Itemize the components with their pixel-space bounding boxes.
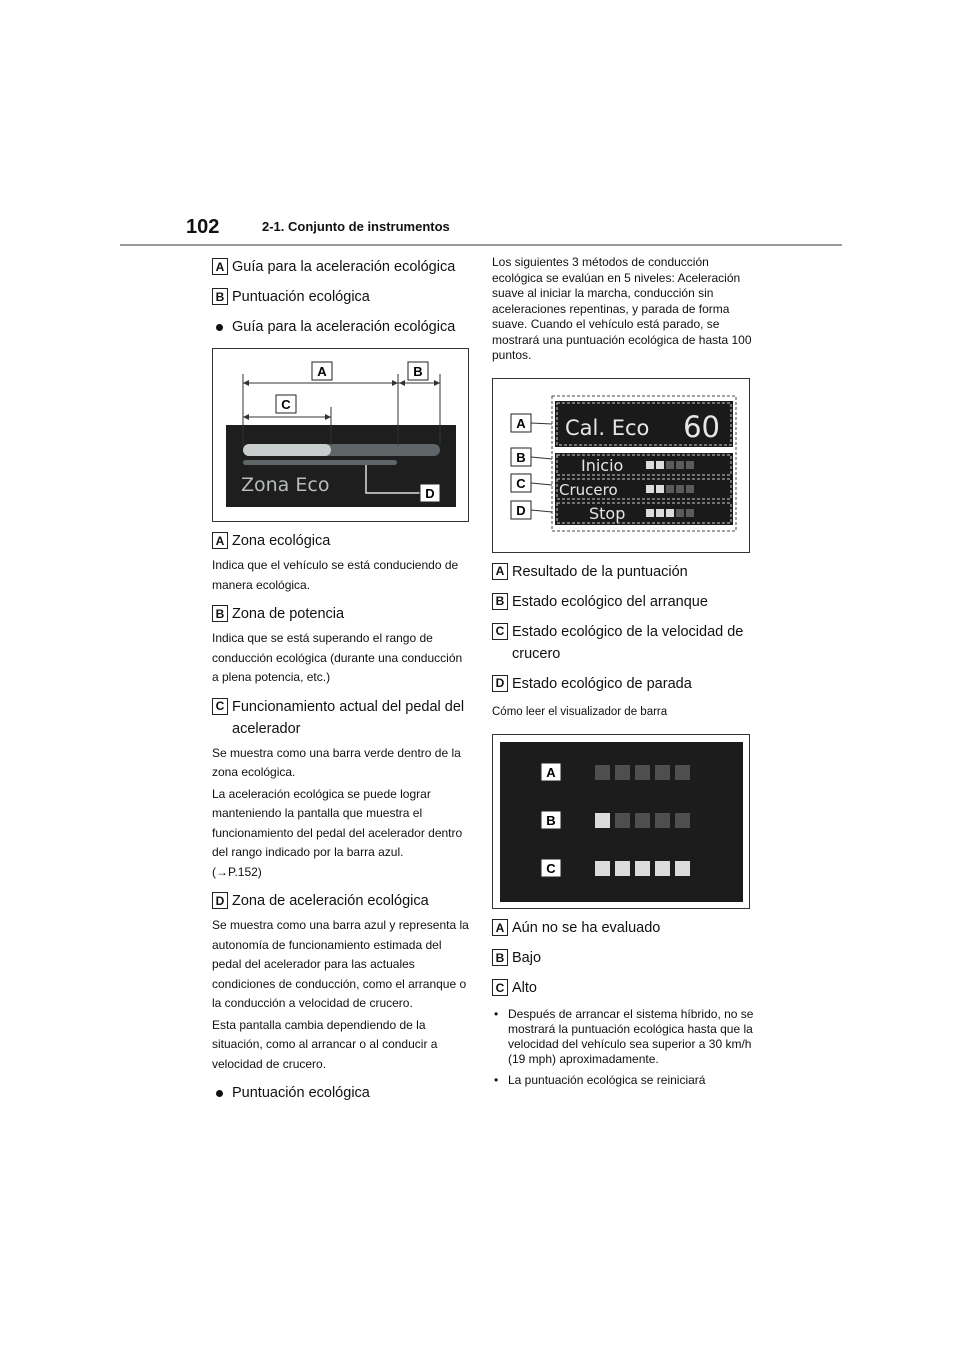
score-row-label: Crucero [559, 480, 618, 499]
label-c: C [546, 861, 556, 876]
key-badge: C [492, 623, 508, 640]
zone-eco-text: Zona Eco [241, 474, 330, 496]
bar-square [615, 861, 630, 876]
arrow-head-icon [325, 414, 331, 420]
leader-line [531, 457, 552, 459]
item-a-title [212, 530, 470, 552]
intro-item-a [212, 256, 470, 278]
item-c-title [212, 696, 470, 740]
right-column [492, 255, 754, 1094]
paragraph-eco: La aceleración ecológica se puede lograr manteniendo la pantalla que muestra el funcionamiento del pedal del acelerador dentro del rango indicado por la barra azul. [212, 786, 463, 859]
arrow-head-icon [243, 380, 249, 386]
item-title: Estado ecológico de la velocidad de crucero [512, 623, 744, 662]
score-row-label: Inicio [581, 455, 624, 475]
bar-square [655, 765, 670, 780]
item-title: Funcionamiento actual del pedal del acelerador [232, 698, 465, 737]
note-item [492, 1073, 754, 1088]
label-d: D [425, 486, 435, 501]
label-b: B [546, 813, 556, 828]
bullet-score [212, 1082, 470, 1104]
score-square [656, 461, 664, 469]
label-a: A [317, 364, 327, 379]
level-title: Alto [512, 980, 537, 996]
score-square [676, 509, 684, 517]
notes-list [492, 1007, 754, 1088]
right-item [492, 673, 754, 695]
bar-square [615, 765, 630, 780]
right-items [492, 561, 754, 695]
right-item [492, 591, 754, 613]
label-d: D [516, 502, 526, 518]
bar-square [635, 861, 650, 876]
label-b: B [413, 364, 423, 379]
bar-display-svg [493, 735, 749, 908]
label-c: C [516, 475, 526, 491]
bar-square [595, 861, 610, 876]
leader-line [531, 483, 552, 485]
level-title: Aún no se ha evaluado [512, 920, 661, 936]
item-desc: Indica que el vehículo se está conduciendo de manera ecológica. [212, 558, 459, 592]
eco-guide-figure [212, 348, 469, 522]
score-square [686, 461, 694, 469]
arrow-head-icon [434, 380, 440, 386]
label-c: C [281, 397, 291, 412]
eco-score-value: 60 [683, 409, 720, 444]
bar-square [635, 765, 650, 780]
right-item [492, 561, 754, 583]
eco-accel-bar [243, 460, 397, 465]
score-row-bg [555, 501, 733, 525]
item-title: Estado ecológico de parada [512, 675, 692, 692]
bullet-score-text: Puntuación ecológica [232, 1085, 370, 1101]
key-badge: A [492, 563, 508, 580]
note-text: Después de arrancar el sistema híbrido, no se mostrará la puntuación ecológica hasta que la velocidad del vehículo sea superior a 30 km/h (19 mph) aproximadamente. [508, 1007, 754, 1066]
eco-title-text: Cal. Eco [565, 415, 650, 440]
level-item [492, 977, 754, 999]
bullet-dot-icon [216, 1090, 223, 1097]
intro-item-text: Puntuación ecológica [232, 289, 370, 305]
score-square [676, 461, 684, 469]
score-square [666, 509, 674, 517]
score-square [686, 485, 694, 493]
key-badge: D [212, 892, 228, 909]
bar-caption: Cómo leer el visualizador de barra [492, 705, 668, 718]
intro-item-b [212, 286, 470, 308]
paragraph-changes: Esta pantalla cambia dependiendo de la situación, como al arrancar o al conducir a velocidad de crucero. [212, 1017, 438, 1071]
item-b-title [212, 603, 470, 625]
bar-display-figure [492, 734, 750, 909]
item-title: Zona de potencia [232, 606, 345, 622]
score-square [666, 485, 674, 493]
score-row-label: Stop [589, 503, 626, 523]
bar-square [655, 813, 670, 828]
key-badge: B [212, 605, 228, 622]
score-square [646, 461, 654, 469]
key-badge: B [492, 949, 508, 966]
score-square [686, 509, 694, 517]
level-title: Bajo [512, 950, 542, 966]
score-square [676, 485, 684, 493]
leader-line [531, 423, 552, 424]
note-text: La puntuación ecológica se reiniciará [508, 1073, 706, 1087]
bullet-guide-text: Guía para la aceleración ecológica [232, 319, 456, 335]
leader-line [531, 510, 552, 512]
label-b: B [516, 449, 526, 465]
level-item [492, 947, 754, 969]
item-title: Zona de aceleración ecológica [232, 893, 429, 909]
bar-square [675, 765, 690, 780]
key-badge: D [492, 675, 508, 692]
intro-item-text: Guía para la aceleración ecológica [232, 259, 456, 275]
eco-score-figure [492, 378, 750, 553]
bar-square [675, 861, 690, 876]
page-number: 102 [186, 216, 220, 238]
key-badge: A [212, 258, 228, 275]
score-square [656, 485, 664, 493]
item-title: Estado ecológico del arranque [512, 593, 708, 610]
bar-square [655, 861, 670, 876]
eco-guide-svg [213, 349, 468, 521]
note-bullet: • [494, 1007, 499, 1021]
levels [492, 917, 754, 999]
bar-square [675, 813, 690, 828]
bar-square [615, 813, 630, 828]
label-a: A [546, 765, 556, 780]
key-badge: A [492, 919, 508, 936]
item-desc: Se muestra como una barra verde dentro de la zona ecológica. [212, 745, 461, 779]
intro-paragraph: Los siguientes 3 métodos de conducción ecológica se evalúan en 5 niveles: Aceleración suave al iniciar la marcha, conducción sin aceleraciones repentinas, y parada de forma suave. Cuando el vehículo está parado, se mostrará una puntuación ecológica de hasta 100 puntos. [492, 255, 752, 362]
bar-square [595, 813, 610, 828]
pedal-bar [243, 444, 331, 456]
fig2-labels [511, 414, 552, 519]
score-square [656, 509, 664, 517]
arrow-head-icon [243, 414, 249, 420]
item-title: Zona ecológica [232, 533, 331, 549]
key-badge: B [212, 288, 228, 305]
score-square [646, 509, 654, 517]
eco-score-svg [493, 379, 749, 552]
bar-square [635, 813, 650, 828]
key-badge: B [492, 593, 508, 610]
note-bullet: • [494, 1073, 499, 1087]
level-item [492, 917, 754, 939]
item-desc: Indica que se está superando el rango de conducción ecológica (durante una conducción a plena potencia, etc.) [212, 631, 463, 684]
item-d-title [212, 890, 470, 912]
key-badge: C [212, 698, 228, 715]
header-rule [120, 244, 842, 246]
score-rows [555, 453, 733, 525]
arrow-head-icon [399, 380, 405, 386]
label-a: A [516, 415, 526, 431]
right-item [492, 621, 754, 665]
arrow-head-icon [392, 380, 398, 386]
bullet-guide [212, 316, 470, 338]
bullet-dot-icon [216, 324, 223, 331]
score-square [646, 485, 654, 493]
score-square [666, 461, 674, 469]
section-title: 2-1. Conjunto de instrumentos [262, 219, 450, 234]
key-badge: A [212, 532, 228, 549]
bar-square [595, 765, 610, 780]
note-item [492, 1007, 754, 1067]
key-badge: C [492, 979, 508, 996]
item-desc: Se muestra como una barra azul y representa la autonomía de funcionamiento estimada del pedal del acelerador para las actuales condiciones de conducción, como el arranque o la conducción a velocidad de crucero. [212, 918, 469, 1010]
page-reference: (→P.152) [212, 864, 262, 879]
item-title: Resultado de la puntuación [512, 563, 688, 580]
left-column [212, 256, 470, 1104]
